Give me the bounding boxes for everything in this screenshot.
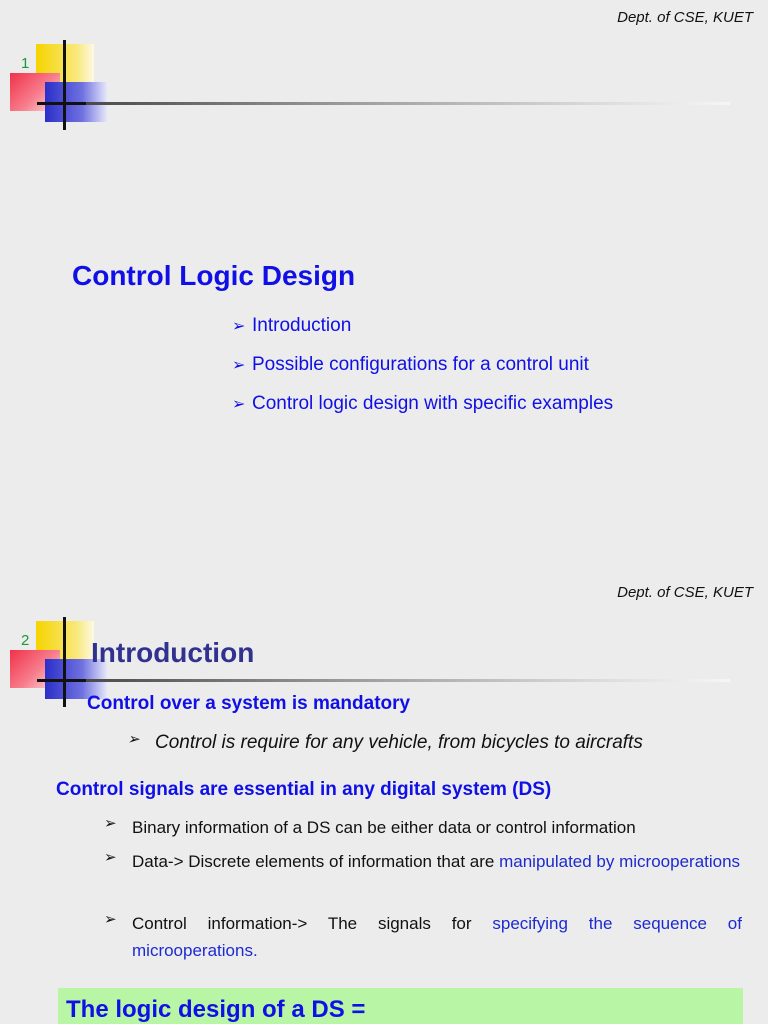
slide-2-department: Dept. of CSE, KUET — [617, 584, 753, 601]
list-item-plain: Data-> Discrete elements of information that are — [132, 852, 500, 871]
arrow-bullet-icon: ➢ — [232, 318, 246, 335]
arrow-bullet-icon: ➢ — [127, 731, 140, 748]
section-title: Introduction — [91, 637, 255, 668]
list-item-highlight: manipulated by microoperations — [499, 852, 741, 871]
highlight-box — [58, 988, 743, 1024]
list-item-plain: Binary information of a DS can be either data or control information — [132, 818, 636, 837]
arrow-bullet-icon: ➢ — [232, 396, 246, 413]
slide-number: 1 — [21, 55, 30, 72]
slide-logo-icon — [0, 40, 120, 132]
list-item-highlight: specifying the sequence of microoperations. — [132, 914, 742, 960]
slide-1-department: Dept. of CSE, KUET — [617, 9, 753, 26]
slide-number: 2 — [21, 632, 30, 649]
arrow-bullet-icon: ➢ — [232, 357, 246, 374]
list-item-text — [132, 814, 742, 841]
list-item-plain: Control information-> The signals for — [132, 914, 493, 933]
outline-item — [232, 353, 613, 392]
highlight-box-text: The logic design of a DS = — [66, 996, 366, 1023]
heading-control-mandatory: Control over a system is mandatory — [87, 693, 411, 714]
logo-vertical-line — [63, 617, 66, 707]
arrow-bullet-icon: ➢ — [104, 849, 117, 866]
header-rule — [86, 679, 730, 682]
list-item — [104, 910, 742, 964]
list-item — [104, 848, 742, 875]
outline-item-label: Introduction — [252, 315, 352, 336]
outline-item — [232, 392, 613, 431]
list-item-text — [132, 910, 742, 964]
outline-item — [232, 314, 613, 353]
outline-item-label: Possible configurations for a control unit — [252, 354, 589, 375]
list-item — [104, 814, 742, 841]
sub-bullet-text: Control is require for any vehicle, from bicycles to aircrafts — [155, 732, 643, 753]
header-rule — [86, 102, 730, 105]
list-item-text — [132, 848, 742, 875]
arrow-bullet-icon: ➢ — [104, 815, 117, 832]
outline-list — [232, 314, 613, 431]
logo-horizontal-line — [37, 679, 87, 682]
page-title: Control Logic Design — [72, 260, 356, 291]
sub-bullet — [127, 730, 727, 756]
outline-item-label: Control logic design with specific examples — [252, 393, 614, 414]
arrow-bullet-icon: ➢ — [104, 911, 117, 928]
logo-vertical-line — [63, 40, 66, 130]
logo-horizontal-line — [37, 102, 87, 105]
heading-control-signals: Control signals are essential in any digital system (DS) — [56, 779, 552, 800]
slide-2 — [0, 575, 768, 1024]
